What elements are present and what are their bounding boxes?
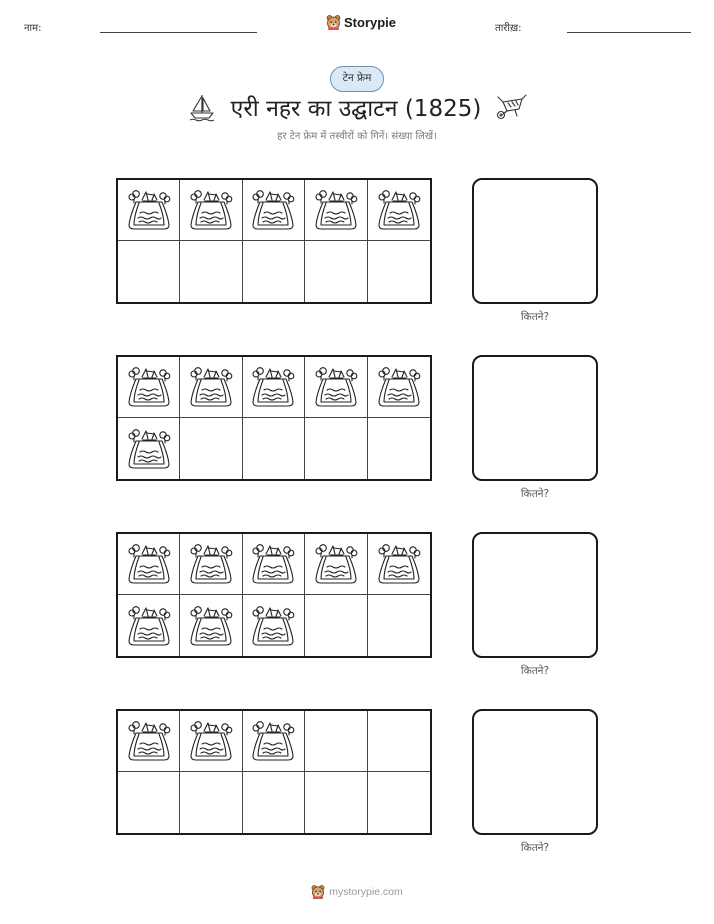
canal-icon — [313, 188, 359, 232]
canal-icon — [126, 719, 172, 763]
frame-cell — [180, 595, 242, 656]
answer-label-1: कितने? — [520, 311, 550, 323]
frame-cell — [305, 180, 367, 241]
brand-name: Storypie — [344, 14, 397, 30]
frame-cell — [118, 595, 180, 656]
canal-icon — [188, 365, 234, 409]
canal-icon — [313, 542, 359, 586]
frame-cell — [180, 180, 242, 241]
canal-icon — [126, 365, 172, 409]
frame-cell — [243, 241, 305, 302]
frame-cell — [368, 772, 430, 833]
frame-cell — [243, 595, 305, 656]
canal-icon — [126, 542, 172, 586]
canal-icon — [250, 719, 296, 763]
canal-icon — [188, 542, 234, 586]
wheelbarrow-icon — [495, 93, 527, 121]
frame-cell — [243, 418, 305, 479]
frame-cell — [180, 357, 242, 418]
canal-icon — [313, 365, 359, 409]
frame-cell — [368, 418, 430, 479]
sailboat-icon — [187, 92, 217, 122]
worksheet-type-badge: टेन फ्रेम — [330, 66, 384, 92]
frame-cell — [243, 711, 305, 772]
canal-icon — [188, 188, 234, 232]
ten-frame-4 — [116, 709, 432, 835]
frame-cell — [368, 357, 430, 418]
answer-label-2: कितने? — [520, 488, 550, 500]
frame-cell — [368, 180, 430, 241]
frame-cell — [368, 711, 430, 772]
frame-cell — [368, 595, 430, 656]
canal-icon — [188, 719, 234, 763]
bear-icon — [326, 14, 341, 30]
ten-frame-3 — [116, 532, 432, 658]
frame-cell — [243, 180, 305, 241]
title-row — [0, 88, 714, 126]
answer-box-1[interactable] — [472, 178, 598, 304]
page-title: एरी नहर का उद्घाटन (1825) — [230, 96, 482, 122]
frame-cell — [180, 711, 242, 772]
canal-icon — [126, 188, 172, 232]
ten-frame-1 — [116, 178, 432, 304]
name-line[interactable] — [100, 32, 257, 33]
frame-cell — [118, 711, 180, 772]
canal-icon — [126, 604, 172, 648]
frame-cell — [180, 241, 242, 302]
answer-box-3[interactable] — [472, 532, 598, 658]
answer-box-4[interactable] — [472, 709, 598, 835]
frame-cell — [180, 418, 242, 479]
frame-cell — [118, 772, 180, 833]
frame-cell — [118, 418, 180, 479]
frame-cell — [368, 534, 430, 595]
frame-cell — [243, 772, 305, 833]
frame-cell — [243, 534, 305, 595]
canal-icon — [376, 188, 422, 232]
answer-label-4: कितने? — [520, 842, 550, 854]
frame-cell — [305, 772, 367, 833]
ten-frame-2 — [116, 355, 432, 481]
frame-cell — [305, 595, 367, 656]
frame-cell — [118, 180, 180, 241]
canal-icon — [250, 604, 296, 648]
answer-label-3: कितने? — [520, 665, 550, 677]
date-label: तारीख़: — [495, 23, 522, 34]
canal-icon — [126, 427, 172, 471]
frame-cell — [180, 772, 242, 833]
instructions: हर टेन फ्रेम में तस्वीरों को गिनें। संख्या लिखें। — [277, 131, 437, 142]
frame-cell — [243, 357, 305, 418]
footer-url: mystorypie.com — [329, 885, 403, 898]
canal-icon — [250, 365, 296, 409]
canal-icon — [376, 365, 422, 409]
frame-cell — [305, 711, 367, 772]
frame-cell — [118, 357, 180, 418]
storypie-logo — [326, 12, 396, 32]
name-label: नाम: — [24, 23, 42, 34]
footer — [0, 884, 714, 899]
frame-cell — [118, 534, 180, 595]
frame-cell — [305, 357, 367, 418]
frame-cell — [305, 241, 367, 302]
frame-cell — [118, 241, 180, 302]
canal-icon — [376, 542, 422, 586]
frame-cell — [368, 241, 430, 302]
frame-cell — [180, 534, 242, 595]
answer-box-2[interactable] — [472, 355, 598, 481]
canal-icon — [250, 542, 296, 586]
bear-icon — [311, 884, 325, 899]
date-line[interactable] — [567, 32, 691, 33]
canal-icon — [250, 188, 296, 232]
frame-cell — [305, 418, 367, 479]
frame-cell — [305, 534, 367, 595]
canal-icon — [188, 604, 234, 648]
